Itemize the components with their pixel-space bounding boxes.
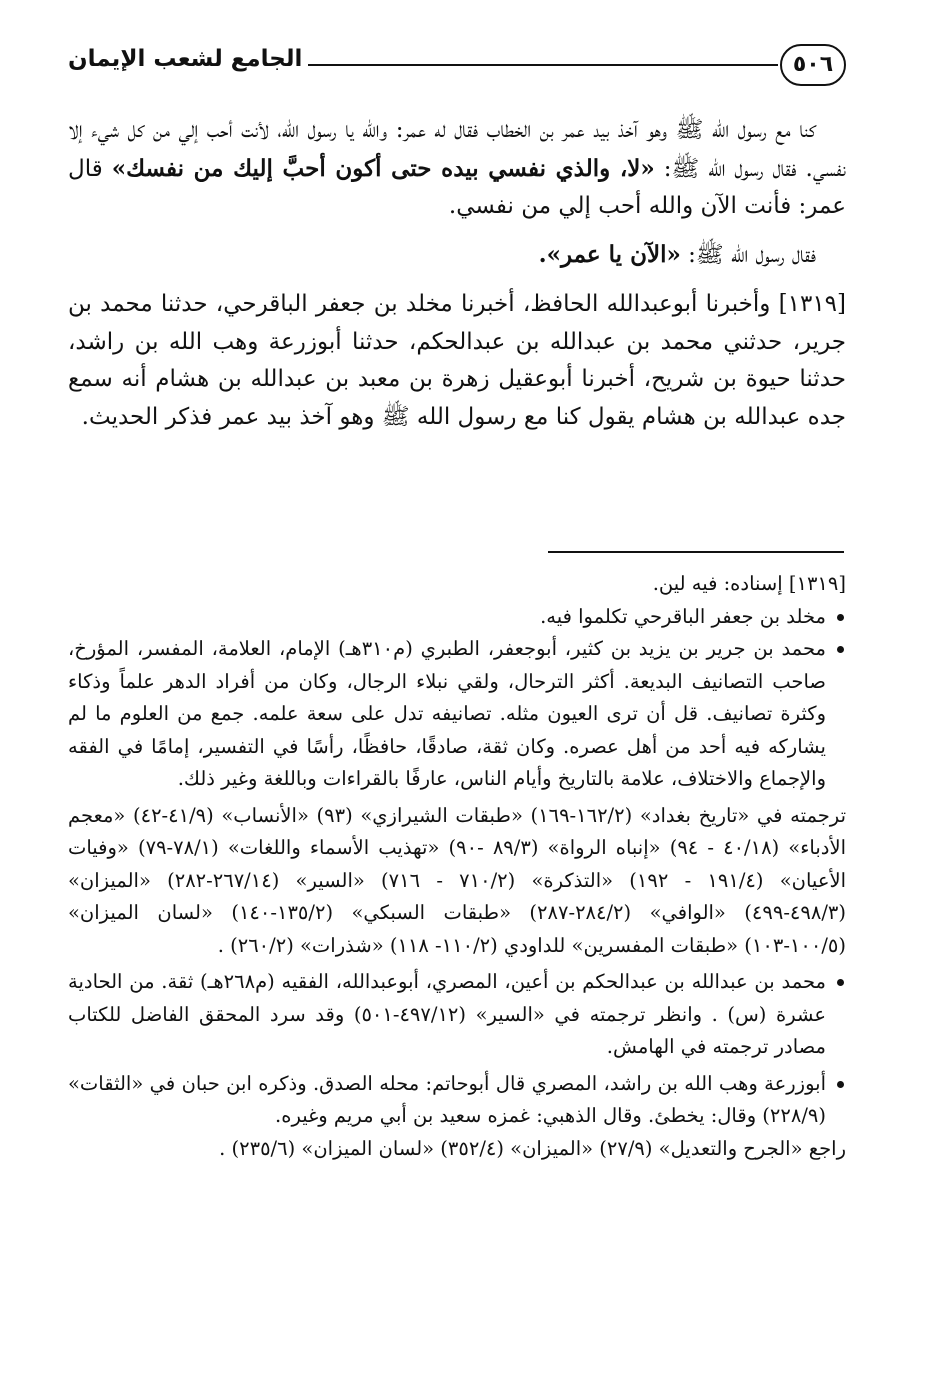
footnote-item [68,601,846,634]
prophet-quote-2: «الآن يا عمر». [538,240,681,268]
footnotes [68,568,846,1165]
footnote-head: [١٣١٩] إسناده: فيه لين. [652,572,846,595]
bullet-icon [837,614,844,621]
hadith-paragraph-2 [68,236,846,275]
footnote-separator [548,551,844,553]
bullet-icon [837,646,844,653]
hadith-text-end: قال عمر: فأنت الآن والله أحب إلي من نفسي. [68,155,846,219]
footnote-item [68,1068,846,1133]
main-text [68,112,846,436]
footnote-item-text: محمد بن جرير بن يزيد بن كثير، أبوجعفر، الطبري (م٣١٠هـ) الإمام، العلامة، المفسر، المؤرخ، صاحب التصانيف البديعة. أكثر الترحال، ولقي نبلاء الرجال، وكان من أفراد الدهر علماً وذكاء وكثرة تصانيف. قل أن ترى العيون مثله. تصانيفه تدل على سعة علمه. جمع من العلوم ما لم يشاركه فيه أحد من أهل عصره. وكان ثقة، صادقًا، حافظًا، رأسًا في التفسير، إمامًا في الفقه والإجماع والاختلاف، علامة بالتاريخ وأيام الناس، عارفًا بالقراءات وباللغة وغير ذلك. [68,637,826,790]
bullet-icon [837,979,844,986]
page-number: ٥٠٦ [780,44,846,86]
footnote-item-text: أبوزرعة وهب الله بن راشد، المصري قال أبوحاتم: محله الصدق. وذكره ابن حبان في «الثقات» (٢٢٨/٩) وقال: يخطئ. وقال الذهبي: غمزه سعيد بن أبي مريم وغيره. [68,1071,826,1127]
footnote-item [68,966,846,1064]
translation-references: ترجمته في «تاريخ بغداد» (١٦٢/٢-١٦٩) «طبقات الشيرازي» (٩٣) «الأنساب» (٤١/٩-٤٢) «معجم الأدباء» (٤٠/١٨ - ٩٤) «إنباه الرواة» (٨٩/٣ -٩٠) «تهذيب الأسماء واللغات» (٧٨/١-٧٩) «وفيات الأعيان» (١٩١/٤ - ١٩٢) «التذكرة» (٧١٠/٢ - ٧١٦) «السير» (٢٦٧/١٤-٢٨٢) «الميزان» (٤٩٨/٣-٤٩٩) «الوافي» (٢٨٤/٢-٢٨٧) «طبقات السبكي» (١٣٥/٢-١٤٠) «لسان الميزان» (١٠٠/٥-١٠٣) «طبقات المفسرين» للداودي (١١٠/٢- ١١٨) «شذرات» (٢٦٠/٢) . [68,803,846,957]
bullet-icon [837,1081,844,1088]
hadith-number: [١٣١٩] [778,291,847,317]
footnote-item [68,633,846,796]
page-header [60,42,850,92]
footnote-item-text: مخلد بن جعفر الباقرحي تكلموا فيه. [540,604,826,628]
hadith-text: كنا مع رسول الله ﷺ وهو آخذ بيد عمر بن الخطاب فقال له عمر: والله يا رسول الله، لأنت أحب إلي من كل شيء إلا نفسي. فقال رسول الله ﷺ: [68,117,847,182]
last-references: راجع «الجرح والتعديل» (٢٧/٩) «الميزان» (٣٥٢/٤) «لسان الميزان» (٢٣٥/٦) . [219,1136,846,1160]
hadith-text-2: فقال رسول الله ﷺ: [688,241,816,268]
isnad-paragraph [68,286,846,436]
footnote-item-text: محمد بن عبدالله بن عبدالحكم بن أعين، المصري، أبوعبدالله، الفقيه (م٢٦٨هـ) ثقة. من الحادية عشرة (س) . وانظر ترجمته في «السير» (٤٩٧/١٢-٥٠١) وقد سرد المحقق الفاضل للكتاب مصادر ترجمته في الهامش. [68,970,826,1058]
hadith-paragraph [68,112,846,226]
book-title: الجامع لشعب الإيمان [68,46,303,72]
isnad-text: وأخبرنا أبوعبدالله الحافظ، أخبرنا مخلد بن جعفر الباقرحي، حدثنا محمد بن جرير، حدثني محمد بن عبدالله بن عبدالحكم، حدثنا أبوزرعة وهب الله بن راشد، حدثنا حيوة بن شريح، أخبرنا أبوعقيل زهرة بن معبد بن عبدالله بن هشام أنه سمع جده عبدالله بن هشام يقول كنا مع رسول الله ﷺ وهو آخذ بيد عمر فذكر الحديث. [68,291,846,430]
prophet-quote: «لا، والذي نفسي بيده حتى أكون أحبَّ إليك من نفسك» [111,154,655,182]
header-rule [308,64,778,66]
